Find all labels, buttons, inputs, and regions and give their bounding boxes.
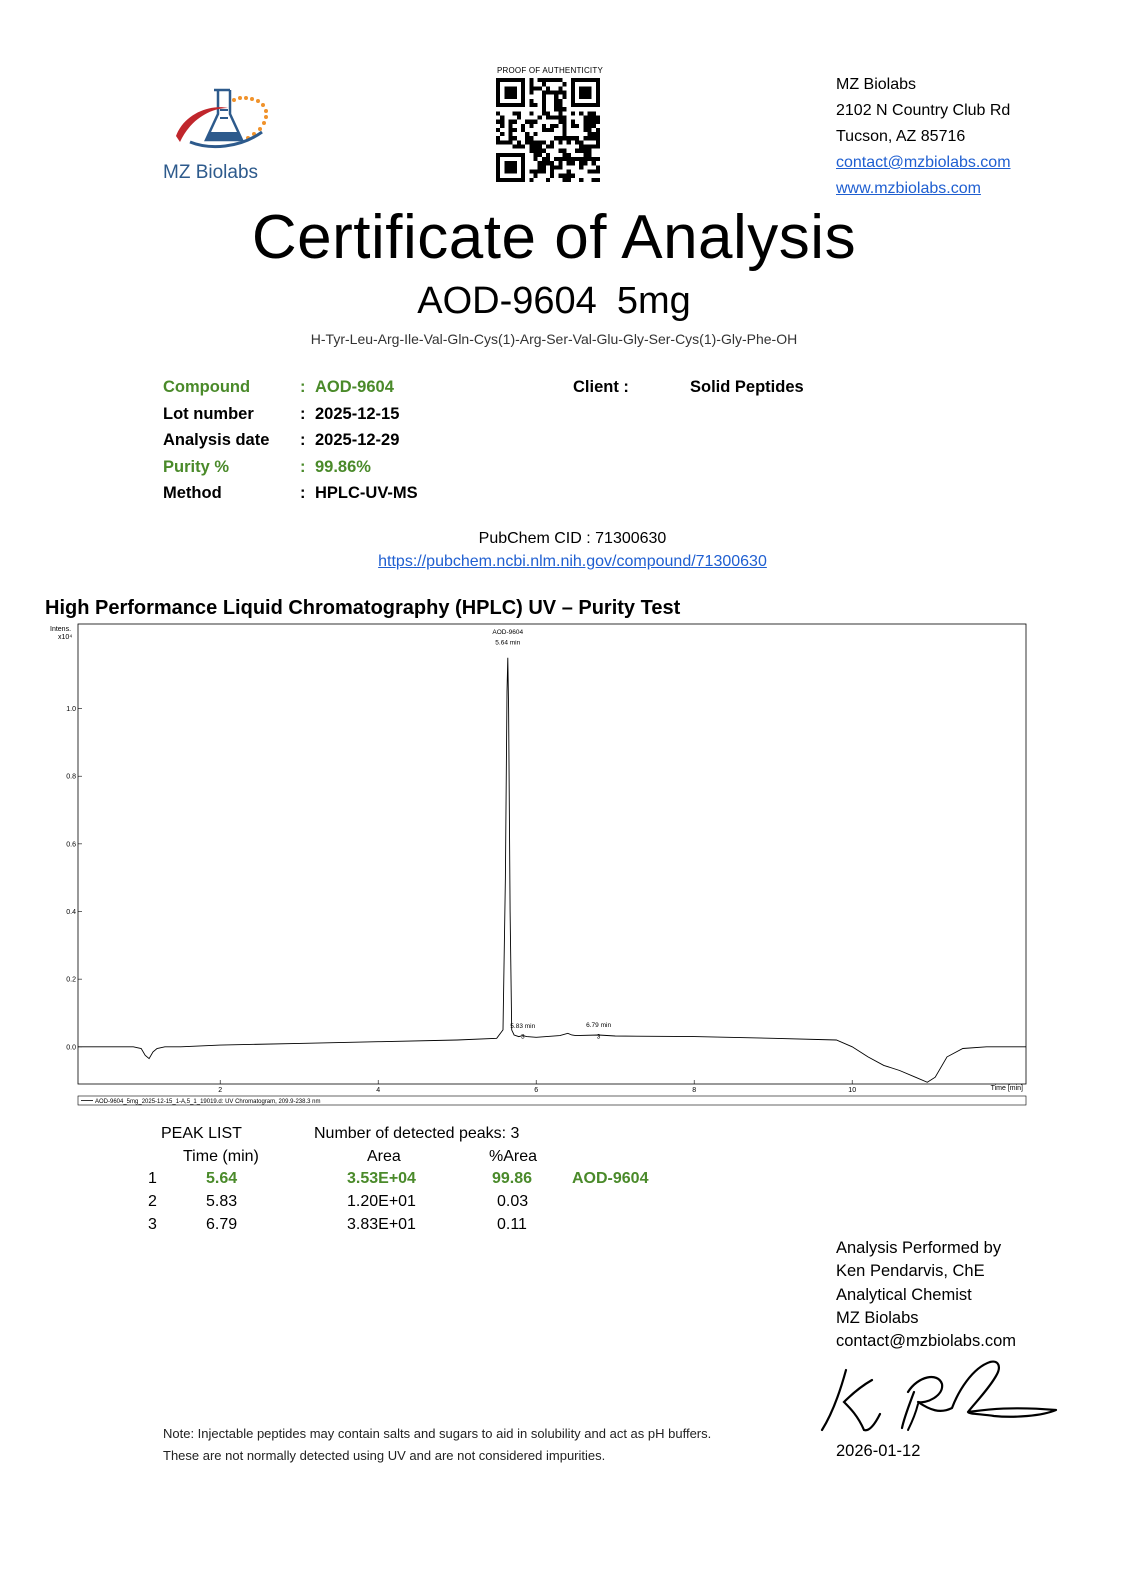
peak-annotations <box>492 629 611 1040</box>
address-street: 2102 N Country Club Rd <box>836 102 1011 119</box>
colon: : <box>300 405 306 423</box>
peak-row-1-area: 3.53E+04 <box>347 1170 416 1187</box>
peak-list-label: PEAK LIST <box>161 1125 242 1142</box>
analyst-block <box>836 1237 1016 1353</box>
peak-row-2-pct: 0.03 <box>497 1193 529 1210</box>
colon: : <box>300 378 306 396</box>
x-axis-label: Time [min] <box>990 1085 1023 1092</box>
method-value: HPLC-UV-MS <box>315 484 418 502</box>
colon: : <box>300 458 306 476</box>
pubchem-cid: PubChem CID : 71300630 <box>478 530 667 547</box>
plot-frame <box>78 624 1026 1084</box>
peak-row-3-area: 3.83E+01 <box>347 1216 416 1233</box>
y-tick-label: 0.0 <box>66 1044 76 1052</box>
x-tick-label: 2 <box>218 1087 223 1094</box>
address-city: Tucson, AZ 85716 <box>836 128 966 145</box>
address-website-link[interactable]: www.mzbiolabs.com <box>836 180 981 197</box>
x-axis-ticks <box>218 1080 856 1094</box>
peak-annotation: AOD-9604 <box>492 629 524 637</box>
analyst-email: contact@mzbiolabs.com <box>836 1332 1016 1351</box>
analyst-name: Ken Pendarvis, ChE <box>836 1262 985 1281</box>
signature-date: 2026-01-12 <box>836 1442 921 1460</box>
hplc-chromatogram <box>45 620 1030 1112</box>
peak-row-1-pct: 99.86 <box>492 1170 533 1187</box>
x-tick-label: 10 <box>848 1087 857 1094</box>
company-address <box>836 72 1011 202</box>
analysis-date-label: Analysis date <box>163 431 270 449</box>
peak-count-label: Number of detected peaks: 3 <box>314 1125 520 1142</box>
peak-annotation: 6.79 min <box>586 1022 612 1030</box>
peptide-sequence: H-Tyr-Leu-Arg-Ile-Val-Gln-Cys(1)-Arg-Ser-Val-Glu-Gly-Ser-Cys(1)-Gly-Phe-OH <box>310 331 798 347</box>
peak-row-3-pct: 0.11 <box>497 1216 527 1233</box>
footnote-line-2: These are not normally detected using UV and are not considered impurities. <box>163 1447 606 1463</box>
analyst-line-1: Analysis Performed by <box>836 1239 1002 1257</box>
y-axis-ticks <box>66 706 82 1051</box>
logo-text: MZ Biolabs <box>163 162 259 183</box>
compound-value: AOD-9604 <box>315 378 394 396</box>
lot-value: 2025-12-15 <box>315 405 400 423</box>
hplc-section-title: High Performance Liquid Chromatography (HPLC) UV – Purity Test <box>45 597 681 619</box>
y-tick-label: 0.2 <box>66 976 76 984</box>
peak-row-2-area: 1.20E+01 <box>347 1193 416 1210</box>
y-tick-label: 0.8 <box>66 773 76 781</box>
y-axis-label: Intens. <box>50 626 72 633</box>
footnote <box>163 1423 711 1466</box>
document-title: Certificate of Analysis <box>251 203 857 272</box>
qr-code-icon[interactable] <box>496 78 600 182</box>
client-value: Solid Peptides <box>690 378 804 396</box>
peak-row-3-time: 6.79 <box>206 1216 238 1233</box>
address-email-link[interactable]: contact@mzbiolabs.com <box>836 154 1011 171</box>
purity-label: Purity % <box>163 458 230 476</box>
peak-annotation: 5.64 min <box>495 639 521 647</box>
colon: : <box>300 431 306 449</box>
client-label: Client : <box>573 378 629 396</box>
col-header-area: Area <box>367 1148 401 1165</box>
analyst-title: Analytical Chemist <box>836 1285 972 1304</box>
x-tick-label: 4 <box>376 1087 381 1094</box>
legend-text: AOD-9604_5mg_2025-12-15_1-A,5_1_19019.d: UV Chromatogram, 209.9-238.3 nm <box>95 1099 321 1105</box>
series-line-uv-chromatogram <box>78 658 1026 1083</box>
peak-row-1-name: AOD-9604 <box>572 1170 649 1187</box>
col-header-time: Time (min) <box>183 1148 259 1165</box>
pubchem-link[interactable]: https://pubchem.ncbi.nlm.nih.gov/compound/71300630 <box>378 553 767 570</box>
col-header-pct-area: %Area <box>489 1148 538 1165</box>
peak-row-1-time: 5.64 <box>206 1170 238 1187</box>
peak-row-2-time: 5.83 <box>206 1193 238 1210</box>
product-amount: 5mg <box>616 280 691 322</box>
pubchem-link-row <box>0 553 1123 571</box>
y-tick-label: 0.4 <box>66 909 76 916</box>
y-tick-label: 1.0 <box>66 706 76 714</box>
peak-row-3-num: 3 <box>148 1216 157 1233</box>
product-name: AOD-9604 <box>417 280 597 322</box>
x-tick-label: 8 <box>692 1087 697 1094</box>
proof-of-authenticity-label: PROOF OF AUTHENTICITY <box>497 66 603 75</box>
purity-value: 99.86% <box>315 458 371 476</box>
product-title <box>0 280 1108 323</box>
analysis-date-value: 2025-12-29 <box>315 431 400 449</box>
peak-annotation: 3 <box>520 1033 525 1041</box>
signature-image <box>818 1352 1068 1442</box>
lot-label: Lot number <box>163 405 254 423</box>
compound-label: Compound <box>163 378 251 396</box>
colon: : <box>300 484 306 502</box>
logo-icon <box>170 86 280 166</box>
peak-annotation: 5.83 min <box>510 1023 536 1031</box>
peak-row-1-num: 1 <box>148 1170 157 1187</box>
analyst-company: MZ Biolabs <box>836 1308 919 1327</box>
address-company: MZ Biolabs <box>836 76 917 93</box>
footnote-line-1: Note: Injectable peptides may contain salts and sugars to aid in solubility and act as pH buffers. <box>163 1426 712 1441</box>
x-tick-label: 6 <box>534 1087 539 1094</box>
peak-row-2-num: 2 <box>148 1193 157 1210</box>
y-tick-label: 0.6 <box>66 841 76 849</box>
method-label: Method <box>163 484 222 502</box>
peak-annotation: 3 <box>596 1033 601 1041</box>
y-axis-scale-label: x10⁴ <box>58 634 73 641</box>
